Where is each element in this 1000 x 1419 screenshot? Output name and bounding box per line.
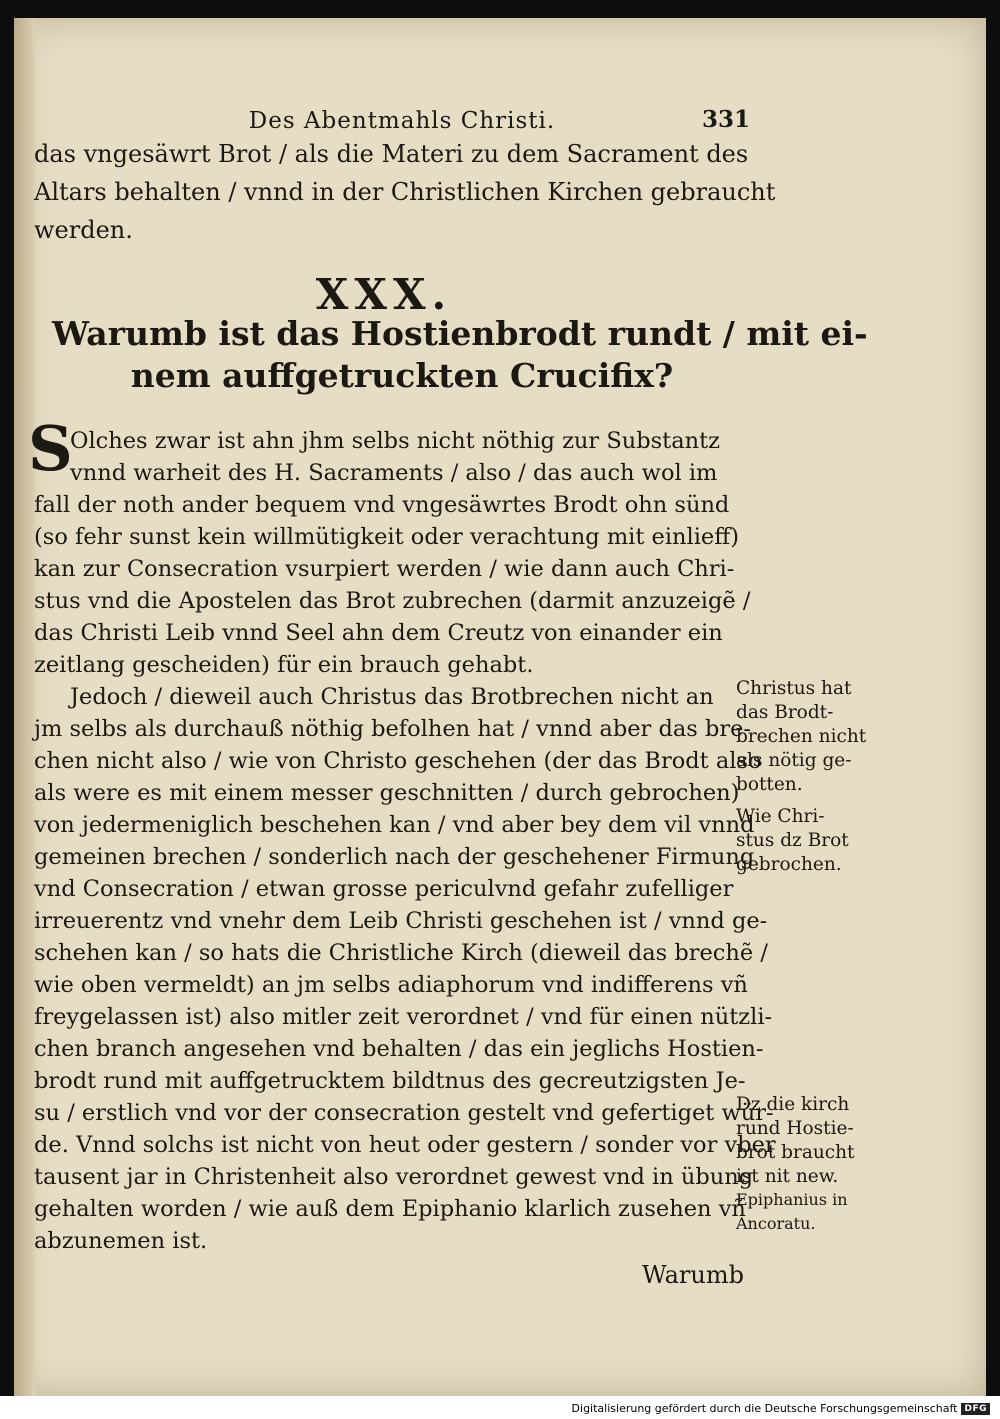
body-line: Jedoch / dieweil auch Christus das Brotbrechen nicht an xyxy=(70,684,714,710)
body-line: schehen kan / so hats die Christliche Kirch (dieweil das brechẽ / xyxy=(34,940,768,966)
body-line: wie oben vermeldt) an jm selbs adiaphorum vnd indifferens vñ xyxy=(34,972,748,998)
page-gutter-edge xyxy=(14,18,36,1396)
body-line: gemeinen brechen / sonderlich nach der geschehener Firmung xyxy=(34,844,755,870)
body-line: das Christi Leib vnnd Seel ahn dem Creutz von einander ein xyxy=(34,620,723,646)
margin-note-line: Wie Chri- xyxy=(736,806,825,827)
margin-note-line: Epiphanius in xyxy=(736,1190,848,1209)
digitization-footer xyxy=(572,1402,990,1415)
continuation-line: werden. xyxy=(34,216,133,244)
body-line: Olches zwar ist ahn jhm selbs nicht nöthig zur Substantz xyxy=(70,428,721,454)
margin-note-line: Ancoratu. xyxy=(736,1214,816,1233)
body-line: su / erstlich vnd vor der consecration gestelt vnd gefertiget wür- xyxy=(34,1100,774,1126)
page-number: 331 xyxy=(702,106,751,133)
body-line: jm selbs als durchauß nöthig befolhen hat / vnnd aber das bre- xyxy=(34,716,752,742)
body-line: (so fehr sunst kein willmütigkeit oder verachtung mit einlieff) xyxy=(34,524,740,550)
margin-note-line: gebrochen. xyxy=(736,854,842,875)
margin-note-line: Dz die kirch xyxy=(736,1094,850,1115)
body-line: brodt rund mit auffgetrucktem bildtnus des gecreutzigsten Je- xyxy=(34,1068,746,1094)
body-line: stus vnd die Apostelen das Brot zubrechen (darmit anzuzeigẽ / xyxy=(34,588,751,614)
continuation-line: Altars behalten / vnnd in der Christlichen Kirchen gebraucht xyxy=(34,178,776,206)
chapter-title-line: nem auffgetruckten Crucifix? xyxy=(130,356,674,395)
body-line: kan zur Consecration vsurpiert werden / wie dann auch Chri- xyxy=(34,556,735,582)
margin-note-line: stus dz Brot xyxy=(736,830,849,851)
margin-note-line: als nötig ge- xyxy=(736,750,852,771)
margin-note-line: Christus hat xyxy=(736,678,852,699)
body-line: chen branch angesehen vnd behalten / das ein jeglichs Hostien- xyxy=(34,1036,764,1062)
initial-letter: S xyxy=(28,412,73,485)
margin-note-line: das Brodt- xyxy=(736,702,834,723)
chapter-title-line: Warumb ist das Hostienbrodt rundt / mit ei- xyxy=(52,314,868,353)
dfg-logo-icon: DFG xyxy=(961,1403,990,1415)
body-line: als were es mit einem messer geschnitten / durch gebrochen) xyxy=(34,780,740,806)
margin-note-line: botten. xyxy=(736,774,803,795)
body-line: vnnd warheit des H. Sacraments / also / das auch wol im xyxy=(70,460,718,486)
body-line: de. Vnnd solchs ist nicht von heut oder gestern / sonder vor vber xyxy=(34,1132,776,1158)
body-line: freygelassen ist) also mitler zeit verordnet / vnd für einen nützli- xyxy=(34,1004,773,1030)
book-page xyxy=(14,18,986,1396)
margin-note-line: brechen nicht xyxy=(736,726,867,747)
catchword: Warumb xyxy=(642,1261,744,1289)
body-line: abzunemen ist. xyxy=(34,1228,208,1254)
footer-text: Digitalisierung gefördert durch die Deutsche Forschungsgemeinschaft xyxy=(571,1402,958,1415)
body-line: zeitlang gescheiden) für ein brauch gehabt. xyxy=(34,652,534,678)
body-line: irreuerentz vnd vnehr dem Leib Christi geschehen ist / vnnd ge- xyxy=(34,908,768,934)
margin-note-line: ist nit new. xyxy=(736,1166,839,1187)
margin-note-line: rund Hostie- xyxy=(736,1118,854,1139)
continuation-line: das vngesäwrt Brot / als die Materi zu dem Sacrament des xyxy=(34,140,749,168)
body-line: fall der noth ander bequem vnd vngesäwrtes Brodt ohn sünd xyxy=(34,492,730,518)
body-line: gehalten worden / wie auß dem Epiphanio klarlich zusehen vñ xyxy=(34,1196,746,1222)
body-line: von jedermeniglich beschehen kan / vnd aber bey dem vil vnnd xyxy=(34,812,755,838)
body-line: vnd Consecration / etwan grosse periculvnd gefahr zufelliger xyxy=(34,876,734,902)
chapter-number: XXX. xyxy=(315,270,453,319)
margin-note-line: brot braucht xyxy=(736,1142,855,1163)
body-line: chen nicht also / wie von Christo geschehen (der das Brodt also xyxy=(34,748,762,774)
running-head: Des Abentmahls Christi. xyxy=(248,108,556,134)
body-line: tausent jar in Christenheit also verordnet gewest vnd in übung xyxy=(34,1164,754,1190)
